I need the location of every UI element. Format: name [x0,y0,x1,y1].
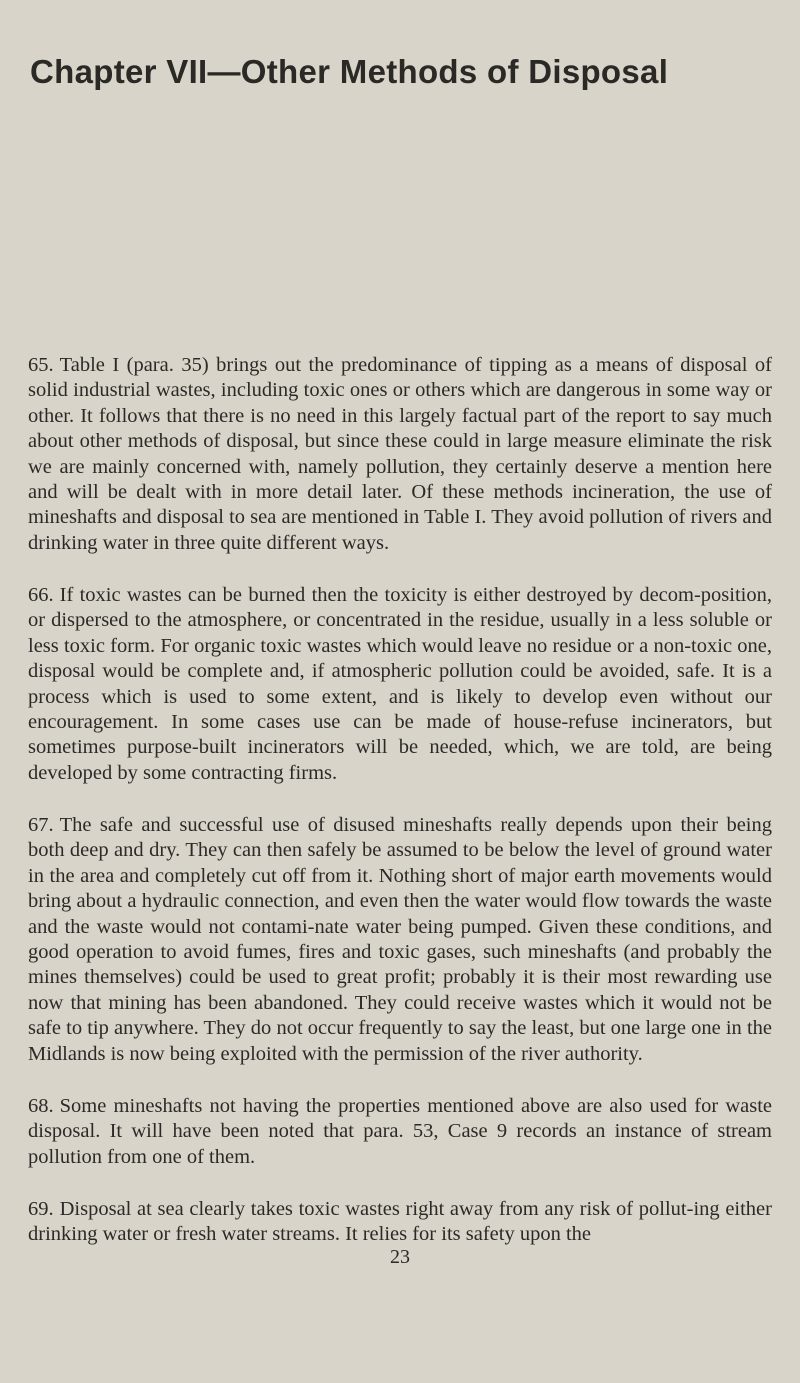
paragraph-text: Some mineshafts not having the properties mentioned above are also used for waste disposal. It will have been noted that para. 53, Case 9 records an instance of stream pollution from one of them. [28,1095,772,1168]
paragraph-66 [28,583,772,786]
paragraph-68 [28,1094,772,1170]
paragraph-number: 65. [28,354,54,376]
paragraph-number: 66. [28,584,54,606]
paragraph-number: 69. [28,1198,54,1220]
paragraph-text: The safe and successful use of disused mineshafts really depends upon their being both deep and dry. They can then safely be assumed to be below the level of ground water in the area and completely cut off from it. Nothing short of major earth movements would bring about a hydraulic connection, and even then the water would flow towards the waste and the waste would not contami-nate water being pumped. Given these conditions, and good operation to avoid fumes, fires and toxic gases, such mineshafts (and probably the mines themselves) could be used to great profit; probably it is their most rewarding use now that mining has been abandoned. They could receive wastes which it would not be safe to tip anywhere. They do not occur frequently to say the least, but one large one in the Midlands is now being exploited with the permission of the river authority. [28,814,772,1065]
paragraph-text: Disposal at sea clearly takes toxic wastes right away from any risk of pollut-ing either drinking water or fresh water streams. It relies for its safety upon the [28,1198,772,1246]
page-number: 23 [390,1246,410,1268]
paragraph-67 [28,813,772,1067]
chapter-title: Chapter VII—Other Methods of Disposal [30,53,669,90]
paragraph-number: 67. [28,814,54,836]
paragraph-number: 68. [28,1095,54,1117]
paragraph-text: Table I (para. 35) brings out the predominance of tipping as a means of disposal of solid industrial wastes, including toxic ones or others which are dangerous in some way or other. It follows that there is no need in this largely factual part of the report to say much about other methods of disposal, but since these could in large measure eliminate the risk we are mainly concerned with, namely pollution, they certainly deserve a mention here and will be dealt with in more detail later. Of these methods incineration, the use of mineshafts and disposal to sea are mentioned in Table I. They avoid pollution of rivers and drinking water in three quite different ways. [28,354,772,554]
paragraph-65 [28,353,772,556]
paragraph-text: If toxic wastes can be burned then the toxicity is either destroyed by decom-position, or dispersed to the atmosphere, or concentrated in the residue, usually in a less soluble or less toxic form. For organic toxic wastes which would leave no residue or a non-toxic one, disposal would be complete and, if atmospheric pollution could be avoided, safe. It is a process which is used to some extent, and is likely to develop even without our encouragement. In some cases use can be made of house-refuse incinerators, but sometimes purpose-built incinerators will be needed, which, we are told, are being developed by some contracting firms. [28,584,772,784]
paragraph-69 [28,1197,772,1248]
